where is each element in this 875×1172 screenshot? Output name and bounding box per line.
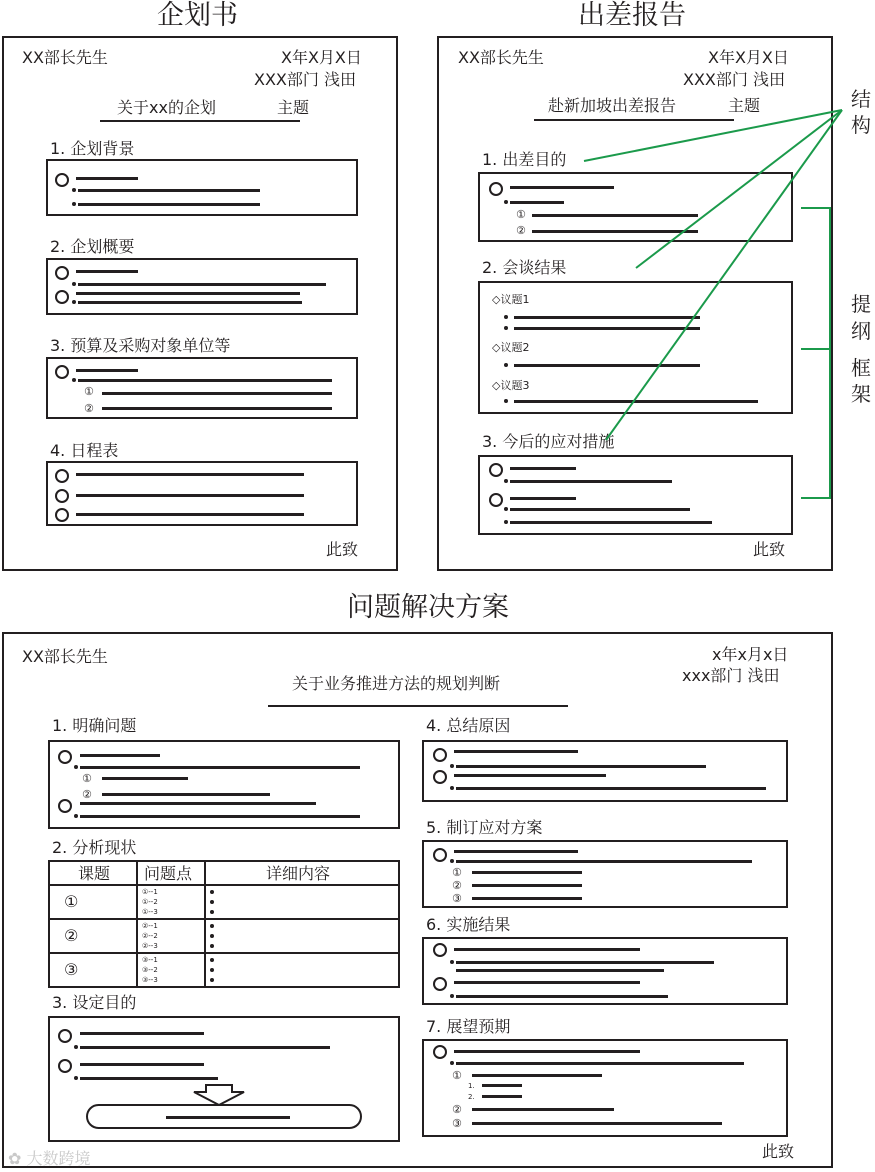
problem-section-4-box — [422, 740, 788, 802]
problem-section-6: 6. 实施结果 — [426, 915, 511, 934]
problem-addressee: XX部长先生 — [22, 647, 108, 666]
watermark-text: 大数跨境 — [26, 1149, 91, 1168]
table-row — [49, 953, 399, 987]
problem-heading: 问题解决方案 — [347, 592, 509, 623]
problem-section-3: 3. 设定目的 — [52, 993, 137, 1012]
text-placeholder — [454, 850, 578, 853]
issue-point: ③--1 — [142, 956, 158, 964]
text-placeholder — [80, 815, 360, 818]
trip-date: X年X月X日 — [708, 48, 789, 67]
text-placeholder — [472, 871, 582, 874]
bullet-icon — [210, 890, 214, 894]
planning-section-4: 4. 日程表 — [50, 441, 119, 460]
row-topic: ① — [64, 892, 79, 911]
outline-label-1: 提 — [851, 292, 871, 316]
agenda-item-1: ◇议题1 — [492, 293, 530, 306]
text-placeholder — [456, 995, 668, 998]
down-arrow-icon — [192, 1084, 246, 1106]
text-placeholder — [454, 774, 606, 777]
problem-section-5-box — [422, 840, 788, 908]
bullet-icon — [450, 960, 454, 964]
issue-point: ①--3 — [142, 908, 158, 916]
issue-point: ①--1 — [142, 888, 158, 896]
sub-number-2: ② — [84, 402, 94, 415]
text-placeholder — [456, 787, 766, 790]
table-row — [49, 885, 399, 919]
text-placeholder — [482, 1095, 522, 1098]
outline-label-4: 架 — [851, 382, 871, 406]
planning-subject: 关于xx的企划 — [117, 98, 216, 117]
planning-heading: 企划书 — [157, 0, 238, 31]
problem-section-5: 5. 制订应对方案 — [426, 818, 543, 837]
planning-section-1: 1. 企划背景 — [50, 139, 135, 158]
outline-label-3: 框 — [851, 356, 871, 380]
text-placeholder — [102, 793, 270, 796]
sub-number-2: ② — [452, 1103, 462, 1116]
row-topic: ③ — [64, 960, 79, 979]
text-placeholder — [482, 1084, 522, 1087]
problem-subject: 关于业务推进方法的规划判断 — [292, 674, 501, 693]
text-placeholder — [80, 754, 160, 757]
bullet-icon — [210, 910, 214, 914]
trip-dept: XXX部门 浅田 — [683, 70, 785, 89]
text-placeholder — [472, 1122, 722, 1125]
trip-closing: 此致 — [753, 540, 786, 559]
bullet-icon — [74, 1076, 78, 1080]
problem-closing: 此致 — [762, 1142, 795, 1161]
bullet-icon — [450, 859, 454, 863]
problem-dept: xxx部门 浅田 — [682, 666, 780, 685]
trip-heading: 出差报告 — [578, 0, 686, 31]
text-placeholder — [472, 884, 582, 887]
problem-section-3-box — [48, 1016, 400, 1142]
item-circle-icon — [58, 799, 72, 813]
text-placeholder — [472, 1074, 602, 1077]
sub-number-2: ② — [82, 788, 92, 801]
trip-section-1: 1. 出差目的 — [482, 150, 567, 169]
item-circle-icon — [433, 748, 447, 762]
problem-section-4: 4. 总结原因 — [426, 716, 511, 735]
column-header-topic: 课题 — [78, 864, 111, 883]
outline-label-2: 纲 — [851, 319, 871, 343]
issue-point: ③--3 — [142, 976, 158, 984]
text-placeholder — [456, 961, 714, 964]
sub-number-3: ③ — [452, 1117, 462, 1130]
bullet-icon — [210, 968, 214, 972]
text-placeholder — [472, 897, 582, 900]
text-placeholder — [454, 981, 640, 984]
row-topic: ② — [64, 926, 79, 945]
item-circle-icon — [58, 1059, 72, 1073]
sub-number-1: ① — [84, 385, 94, 398]
problem-date: x年x月x日 — [712, 645, 789, 664]
text-placeholder — [80, 1046, 330, 1049]
bullet-icon — [450, 1061, 454, 1065]
text-placeholder — [80, 766, 360, 769]
trip-subject: 赴新加坡出差报告 — [548, 96, 677, 115]
trip-addressee: XX部长先生 — [458, 48, 544, 67]
text-placeholder — [454, 750, 578, 753]
text-placeholder — [456, 765, 706, 768]
sub-number-3: ③ — [452, 892, 462, 905]
text-placeholder — [456, 860, 752, 863]
text-placeholder — [80, 1077, 218, 1080]
sub-number-1: ① — [82, 772, 92, 785]
text-placeholder — [454, 1050, 640, 1053]
sub-number-2: ② — [516, 224, 526, 237]
trip-section-2: 2. 会谈结果 — [482, 258, 567, 277]
issue-point: ②--1 — [142, 922, 158, 930]
item-circle-icon — [433, 1045, 447, 1059]
table-row — [49, 919, 399, 953]
planning-closing: 此致 — [326, 540, 359, 559]
bullet-icon — [74, 814, 78, 818]
text-placeholder — [80, 1032, 204, 1035]
problem-section-1: 1. 明确问题 — [52, 716, 137, 735]
text-placeholder — [166, 1116, 290, 1119]
item-circle-icon — [433, 848, 447, 862]
issue-point: ②--3 — [142, 942, 158, 950]
issue-point: ③--2 — [142, 966, 158, 974]
agenda-item-2: ◇议题2 — [492, 341, 530, 354]
structure-label-1: 结 — [851, 87, 871, 111]
structure-pointer-lines — [0, 0, 875, 560]
bullet-icon — [210, 924, 214, 928]
bullet-icon — [210, 978, 214, 982]
text-placeholder — [102, 777, 188, 780]
sub-number-1: ① — [516, 208, 526, 221]
sub-number-1: ① — [452, 866, 462, 879]
watermark-logo-icon: ✿ — [8, 1149, 22, 1168]
planning-addressee: XX部长先生 — [22, 48, 108, 67]
item-circle-icon — [433, 770, 447, 784]
bullet-icon — [210, 900, 214, 904]
problem-section-2: 2. 分析现状 — [52, 838, 137, 857]
planning-date: X年X月X日 — [281, 48, 362, 67]
bullet-icon — [450, 786, 454, 790]
text-placeholder — [80, 1063, 204, 1066]
planning-subject-suffix: 主题 — [277, 98, 310, 117]
planning-section-2: 2. 企划概要 — [50, 237, 135, 256]
text-placeholder — [472, 1108, 614, 1111]
bullet-icon — [74, 1045, 78, 1049]
bullet-icon — [210, 944, 214, 948]
conclusion-capsule — [86, 1104, 362, 1129]
sub-number-1: ① — [452, 1069, 462, 1082]
column-header-details: 详细内容 — [266, 864, 331, 883]
item-circle-icon — [433, 977, 447, 991]
planning-dept: XXX部门 浅田 — [254, 70, 356, 89]
bullet-icon — [450, 764, 454, 768]
problem-section-1-box — [48, 740, 400, 829]
problem-section-7-box — [422, 1039, 788, 1137]
text-placeholder — [456, 1062, 744, 1065]
bullet-icon — [210, 934, 214, 938]
current-analysis-table — [48, 860, 400, 988]
text-placeholder — [80, 802, 316, 805]
structure-label-2: 构 — [851, 113, 871, 137]
planning-section-3: 3. 预算及采购对象单位等 — [50, 336, 231, 355]
bullet-icon — [210, 958, 214, 962]
issue-point: ①--2 — [142, 898, 158, 906]
sub-step-2: 2. — [468, 1093, 475, 1101]
problem-section-7: 7. 展望预期 — [426, 1017, 511, 1036]
item-circle-icon — [58, 1029, 72, 1043]
problem-section-6-box — [422, 937, 788, 1005]
text-placeholder — [456, 969, 664, 972]
watermark — [8, 1146, 91, 1169]
sub-step-1: 1. — [468, 1082, 475, 1090]
bullet-icon — [74, 765, 78, 769]
item-circle-icon — [433, 943, 447, 957]
trip-section-3: 3. 今后的应对措施 — [482, 432, 615, 451]
text-placeholder — [454, 948, 640, 951]
agenda-item-3: ◇议题3 — [492, 379, 530, 392]
issue-point: ②--2 — [142, 932, 158, 940]
column-header-issues: 问题点 — [144, 864, 193, 883]
problem-subject-underline — [268, 705, 568, 707]
item-circle-icon — [58, 750, 72, 764]
sub-number-2: ② — [452, 879, 462, 892]
trip-subject-suffix: 主题 — [728, 96, 761, 115]
bullet-icon — [450, 994, 454, 998]
